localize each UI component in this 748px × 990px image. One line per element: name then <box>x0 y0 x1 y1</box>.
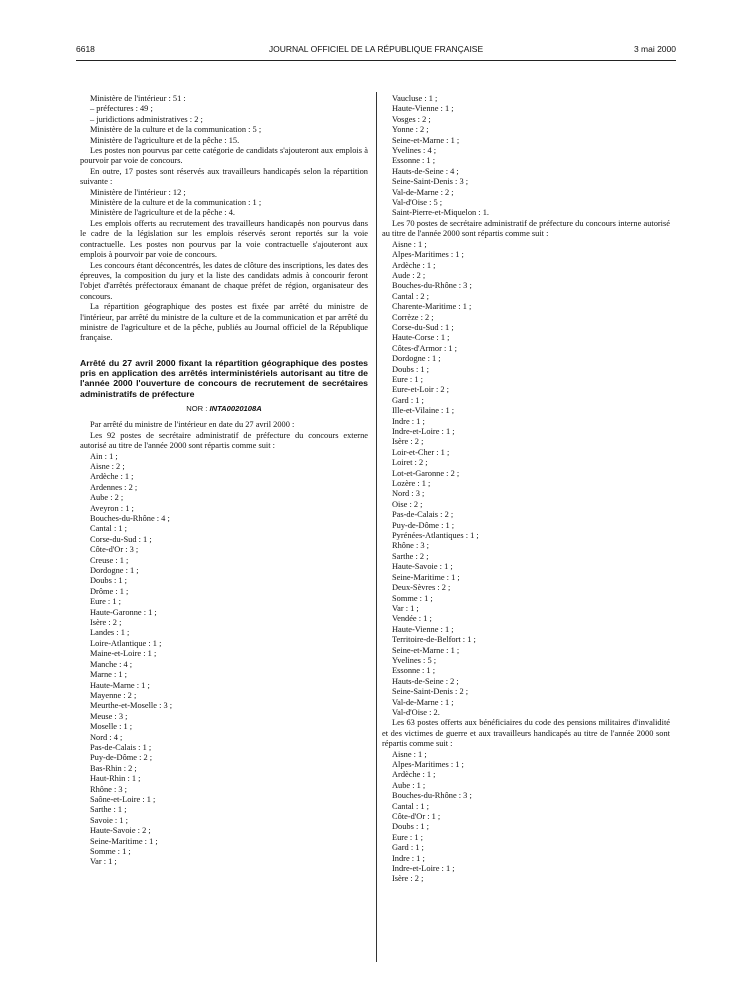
department-entry: Dordogne : 1 ; <box>392 354 441 364</box>
department-entry: Val-de-Marne : 1 ; <box>392 697 454 707</box>
department-entry: Aisne : 1 ; <box>392 239 427 249</box>
department-entry: Lozère : 1 ; <box>392 479 431 489</box>
department-entry: Seine-et-Marne : 1 ; <box>392 645 460 655</box>
text-line: Les 92 postes de secrétaire administratif de préfecture du concours externe autorisé au titre de l'année 2000 sont répartis comme suit : <box>80 430 368 451</box>
text-line: Par arrêté du ministre de l'intérieur en date du 27 avril 2000 : <box>90 420 295 430</box>
department-entry: Loire-Atlantique : 1 ; <box>90 638 162 648</box>
department-entry: Ardennes : 2 ; <box>90 482 138 492</box>
department-entry: Côtes-d'Armor : 1 ; <box>392 343 458 353</box>
page-number: 6618 <box>76 44 95 54</box>
department-entry: Var : 1 ; <box>392 603 419 613</box>
department-entry: Sarthe : 2 ; <box>392 551 429 561</box>
department-entry: Côte-d'Or : 3 ; <box>90 545 139 555</box>
department-entry: Indre-et-Loire : 1 ; <box>392 864 455 874</box>
department-entry: Hauts-de-Seine : 4 ; <box>392 166 459 176</box>
department-entry: Seine-Maritime : 1 ; <box>392 572 460 582</box>
department-entry: Savoie : 1 ; <box>90 815 128 825</box>
department-entry: Cantal : 1 ; <box>90 524 127 534</box>
department-entry: Seine-Saint-Denis : 3 ; <box>392 177 469 187</box>
department-entry: Essonne : 1 ; <box>392 156 436 166</box>
text-line: Les concours étant déconcentrés, les dates de clôture des inscriptions, les dates des épreuves, la composition du jury et la liste des candidats admis à concourir feront l'objet d'arrêtés préfectoraux émanant de chaque préfet de région, organisateur des concours. <box>80 260 368 301</box>
department-entry: Seine-Saint-Denis : 2 ; <box>392 687 469 697</box>
department-entry: Saône-et-Loire : 1 ; <box>90 794 156 804</box>
department-entry: Aisne : 1 ; <box>392 749 427 759</box>
text-line: Les postes non pourvus par cette catégorie de candidats s'ajouteront aux emplois à pourvoir par voie de concours. <box>80 146 368 166</box>
page-header <box>76 44 676 58</box>
department-entry: Haute-Vienne : 1 ; <box>392 624 454 634</box>
department-entry: Eure : 1 ; <box>90 597 121 607</box>
internal-contest-list <box>382 240 670 719</box>
decree-body <box>80 420 368 451</box>
text-line: Les emplois offerts au recrutement des travailleurs handicapés non pourvus dans le cadre de la législation sur les emplois réservés seront reportés sur la voie contractuelle. Les postes non pourvus par la voie contractuelle s'ajouteront aux emplois à pourvoir par voie de concours. <box>80 218 368 260</box>
department-entry: Var : 1 ; <box>90 857 117 867</box>
department-entry: Loir-et-Cher : 1 ; <box>392 447 450 457</box>
department-entry: Pas-de-Calais : 1 ; <box>90 742 152 752</box>
department-entry: Haute-Corse : 1 ; <box>392 333 450 343</box>
department-entry: Yonne : 2 ; <box>392 125 429 135</box>
department-entry: Indre : 1 ; <box>392 853 425 863</box>
column-divider <box>376 92 377 962</box>
department-entry: Aveyron : 1 ; <box>90 503 134 513</box>
department-entry: Somme : 1 ; <box>90 847 131 856</box>
department-entry: Cantal : 2 ; <box>392 291 429 301</box>
department-entry: Doubs : 1 ; <box>392 364 429 374</box>
header-rule <box>76 60 676 61</box>
department-entry: Aude : 2 ; <box>392 270 426 280</box>
department-entry: Alpes-Maritimes : 1 ; <box>392 250 464 260</box>
department-entry: Sarthe : 1 ; <box>90 805 127 815</box>
nor-reference <box>80 404 368 414</box>
department-entry: Landes : 1 ; <box>90 628 130 638</box>
department-entry: Puy-de-Dôme : 2 ; <box>90 753 153 763</box>
department-entry: Corse-du-Sud : 1 ; <box>90 534 152 544</box>
department-entry: Isère : 2 ; <box>392 874 424 884</box>
department-entry: Bas-Rhin : 2 ; <box>90 763 137 773</box>
department-entry: Aube : 2 ; <box>90 493 124 503</box>
external-contest-list-continued <box>382 94 670 219</box>
department-entry: Val-d'Oise : 2. <box>392 707 440 717</box>
department-entry: Cantal : 1 ; <box>392 801 429 811</box>
department-entry: Bouches-du-Rhône : 3 ; <box>392 791 472 801</box>
department-entry: Aube : 1 ; <box>392 780 426 790</box>
decree-title: Arrêté du 27 avril 2000 fixant la répartition géographique des postes pris en application des arrêtés interministériels autorisant au titre de l'année 2000 l'ouverture de concours de recrutement de secrétaires administratifs de préfecture <box>80 357 368 399</box>
department-entry: Haute-Garonne : 1 ; <box>90 607 157 617</box>
department-entry: Drôme : 1 ; <box>90 586 129 596</box>
department-entry: Manche : 4 ; <box>90 659 133 669</box>
external-contest-list <box>80 452 368 868</box>
reserved-posts-list <box>382 750 670 885</box>
department-entry: Oise : 2 ; <box>392 499 423 509</box>
department-entry: Pyrénées-Atlantiques : 1 ; <box>392 531 479 541</box>
text-line: Ministère de l'agriculture et de la pêche : 4. <box>90 208 235 218</box>
department-entry: Ardèche : 1 ; <box>392 260 436 270</box>
department-entry: Seine-Maritime : 1 ; <box>90 836 158 846</box>
department-entry: Haute-Marne : 1 ; <box>90 680 150 690</box>
department-entry: Nord : 3 ; <box>392 489 425 499</box>
nor-label: NOR : <box>186 403 208 413</box>
department-entry: Doubs : 1 ; <box>392 822 429 832</box>
department-entry: Marne : 1 ; <box>90 670 127 680</box>
department-entry: Haute-Savoie : 2 ; <box>90 826 151 836</box>
department-entry: Ain : 1 ; <box>90 451 118 461</box>
reserved-posts-paragraph: Les 63 postes offerts aux bénéficiaires du code des pensions militaires d'invalidité et des victimes de guerre et aux travailleurs handicapés au titre de l'année 2000 sont répartis comme suit : <box>382 718 670 749</box>
department-entry: Moselle : 1 ; <box>90 722 133 732</box>
department-entry: Charente-Maritime : 1 ; <box>392 302 472 312</box>
department-entry: Mayenne : 2 ; <box>90 690 137 700</box>
department-entry: Côte-d'Or : 1 ; <box>392 812 441 822</box>
internal-contest-paragraph: Les 70 postes de secrétaire administratif de préfecture du concours interne autorisé au titre de l'année 2000 sont répartis comme suit : <box>382 218 670 239</box>
department-entry: Val-d'Oise : 5 ; <box>392 198 443 208</box>
department-entry: Isère : 2 ; <box>90 618 122 628</box>
journal-title: JOURNAL OFFICIEL DE LA RÉPUBLIQUE FRANÇAISE <box>268 44 484 54</box>
department-entry: Corrèze : 2 ; <box>392 312 434 322</box>
department-entry: Rhône : 3 ; <box>392 541 429 551</box>
department-entry: Isère : 2 ; <box>392 437 424 447</box>
department-entry: Lot-et-Garonne : 2 ; <box>392 468 460 478</box>
text-line: – juridictions administratives : 2 ; <box>90 114 203 124</box>
department-entry: Ardèche : 1 ; <box>392 770 436 780</box>
department-entry: Eure : 1 ; <box>392 374 423 384</box>
department-entry: Bouches-du-Rhône : 3 ; <box>392 281 472 291</box>
department-entry: Vaucluse : 1 ; <box>392 94 438 103</box>
department-entry: Pas-de-Calais : 2 ; <box>392 510 454 520</box>
department-entry: Deux-Sèvres : 2 ; <box>392 583 451 593</box>
department-entry: Bouches-du-Rhône : 4 ; <box>90 514 170 523</box>
department-entry: Loiret : 2 ; <box>392 458 428 468</box>
department-entry: Ardèche : 1 ; <box>90 472 134 482</box>
text-line: La répartition géographique des postes est fixée par arrêté du ministre de l'intérieur, par arrêté du ministre de la culture et de la communication et par arrêté du ministre de l'agriculture et de la pêche, publiés au Journal officiel de la République française. <box>80 302 368 343</box>
department-entry: Seine-et-Marne : 1 ; <box>392 135 460 145</box>
department-entry: Aisne : 2 ; <box>90 461 125 471</box>
department-entry: Haut-Rhin : 1 ; <box>90 774 141 784</box>
department-entry: Corse-du-Sud : 1 ; <box>392 322 454 332</box>
department-entry: Saint-Pierre-et-Miquelon : 1. <box>392 208 489 218</box>
right-column <box>382 94 670 885</box>
text-line: Ministère de l'intérieur : 12 ; <box>90 187 186 197</box>
department-entry: Haute-Savoie : 1 ; <box>392 562 453 572</box>
department-entry: Gard : 1 ; <box>392 843 424 853</box>
text-line: Ministère de l'agriculture et de la pêche : 15. <box>90 135 240 145</box>
department-entry: Alpes-Maritimes : 1 ; <box>392 760 464 769</box>
department-entry: Indre : 1 ; <box>392 416 425 426</box>
department-entry: Somme : 1 ; <box>392 593 433 603</box>
department-entry: Yvelines : 4 ; <box>392 146 437 156</box>
department-entry: Territoire-de-Belfort : 1 ; <box>392 635 476 645</box>
department-entry: Meuse : 3 ; <box>90 711 128 721</box>
left-column <box>80 94 368 868</box>
nor-code: INTA0020108A <box>209 403 262 413</box>
department-entry: Maine-et-Loire : 1 ; <box>90 649 157 659</box>
department-entry: Indre-et-Loire : 1 ; <box>392 427 455 436</box>
department-entry: Dordogne : 1 ; <box>90 566 139 576</box>
department-entry: Creuse : 1 ; <box>90 555 129 565</box>
department-entry: Essonne : 1 ; <box>392 666 436 676</box>
issue-date: 3 mai 2000 <box>633 44 676 54</box>
department-entry: Rhône : 3 ; <box>90 784 127 794</box>
department-entry: Vosges : 2 ; <box>392 114 431 124</box>
text-line: Ministère de l'intérieur : 51 : <box>90 94 186 103</box>
department-entry: Haute-Vienne : 1 ; <box>392 104 454 114</box>
text-line: En outre, 17 postes sont réservés aux travailleurs handicapés selon la répartition suivante : <box>80 166 368 187</box>
department-entry: Doubs : 1 ; <box>90 576 127 586</box>
department-entry: Hauts-de-Seine : 2 ; <box>392 676 459 686</box>
department-entry: Puy-de-Dôme : 1 ; <box>392 520 455 530</box>
text-line: Ministère de la culture et de la communication : 1 ; <box>90 198 262 208</box>
department-entry: Vendée : 1 ; <box>392 614 432 624</box>
text-line: Ministère de la culture et de la communication : 5 ; <box>90 125 262 135</box>
department-entry: Yvelines : 5 ; <box>392 655 437 665</box>
department-entry: Val-de-Marne : 2 ; <box>392 187 454 197</box>
department-entry: Eure : 1 ; <box>392 832 423 842</box>
department-entry: Nord : 4 ; <box>90 732 123 742</box>
department-entry: Eure-et-Loir : 2 ; <box>392 385 449 395</box>
text-line: – préfectures : 49 ; <box>90 104 153 114</box>
left-intro <box>80 94 368 344</box>
department-entry: Gard : 1 ; <box>392 395 424 405</box>
department-entry: Ille-et-Vilaine : 1 ; <box>392 406 455 416</box>
department-entry: Meurthe-et-Moselle : 3 ; <box>90 701 173 711</box>
